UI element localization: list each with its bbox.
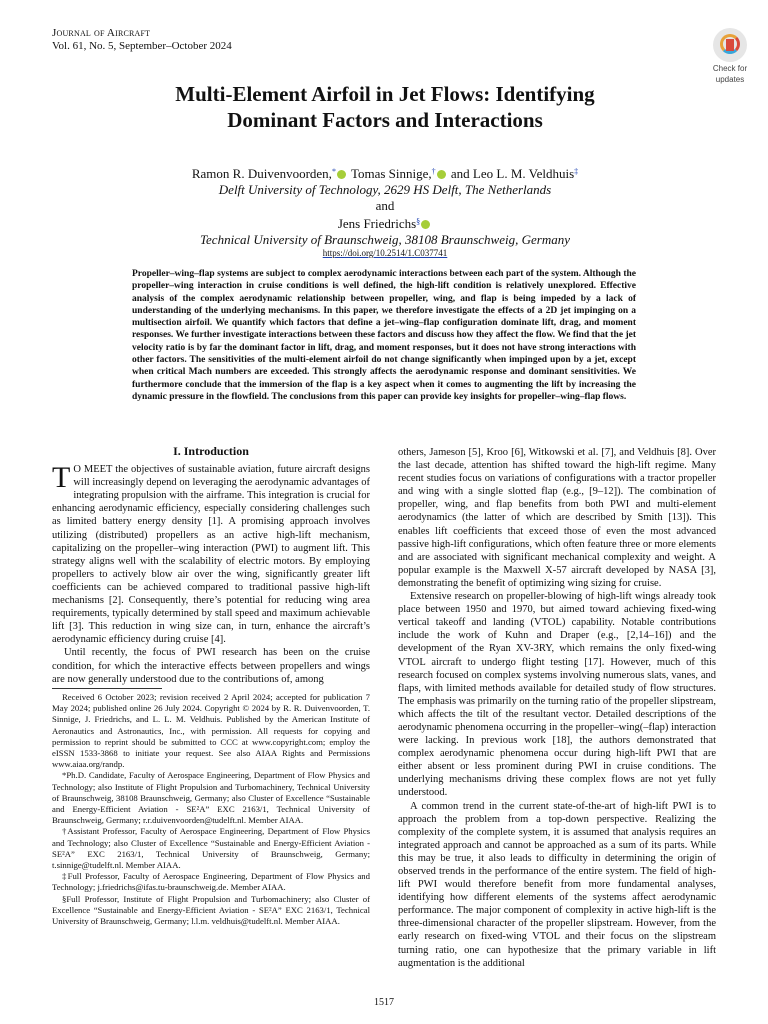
author-mark[interactable]: §	[416, 217, 421, 226]
orcid-icon[interactable]	[337, 170, 346, 179]
doi-link[interactable]: https://doi.org/10.2514/1.C037741	[322, 248, 448, 258]
check-for-updates-badge[interactable]	[706, 28, 754, 84]
body-paragraph: Until recently, the focus of PWI research has been on the cruise condition, for which the interactive effects between propellers and wings are now generally understood due to the contributions of, among	[52, 647, 370, 685]
badge-line2: updates	[715, 75, 745, 84]
footnote: ‡Full Professor, Faculty of Aerospace Engineering, Department of Flow Physics and Technology; j.friedrichs@ifas.tu-braunschweig.de. Member AIAA.	[52, 871, 370, 893]
footnote-rule	[52, 688, 162, 689]
right-column	[398, 446, 716, 970]
journal-header	[52, 27, 232, 53]
paper-title	[60, 81, 710, 133]
journal-volume: Vol. 61, No. 5, September–October 2024	[52, 40, 232, 52]
author-name: and Leo L. M. Veldhuis	[450, 166, 575, 181]
crossmark-icon	[713, 28, 747, 62]
footnote-received: Received 6 October 2023; revision received 2 April 2024; accepted for publication 7 May 2024; published online 26 July 2024. Copyright © 2024 by R. R. Duivenvoorden, T. Sinnige, J. Friedrichs, and L. L. M. Veldhuis. Published by the American Institute of Aeronautics and Astronautics, Inc., with permission. All requests for copying and permission to reprint should be submitted to CCC at www.copyright.com; employ the eISSN 1533-3868 to initiate your request. See also AIAA Rights and Permissions www.aiaa.org/randp.	[52, 692, 370, 770]
author-name: Tomas Sinnige,	[350, 166, 432, 181]
author-mark[interactable]: †	[431, 167, 436, 176]
journal-name: Journal of Aircraft	[52, 27, 151, 39]
and-text: and	[375, 198, 395, 213]
affiliation-braunschweig: Technical University of Braunschweig, 38108 Braunschweig, Germany	[200, 232, 570, 247]
body-paragraph: others, Jameson [5], Kroo [6], Witkowski et al. [7], and Veldhuis [8]. Over the last decade, attention has shifted toward the high-lift regime. Many recent studies focus on variations of configurations with a tractor propeller and wing with a single slotted flap (e.g., [9–12]). The combination of propeller, wing, and flap benefits from both PWI and multi-element aerodynamics (the latter of which are described by Smith [13]). This enables lift coefficients that exceed those of even the most advanced passive high-lift configurations, which often feature three or more elements and are associated with significant mechanical complexity and weight. A popular example is the Maxwell X-57 aircraft developed by NASA [3], demonstrating the benefit of optimizing wing sizing for cruise.	[398, 447, 716, 589]
author-line-1	[40, 164, 730, 182]
title-line1: Multi-Element Airfoil in Jet Flows: Identifying	[175, 82, 595, 106]
abstract: Propeller–wing–flap systems are subject to complex aerodynamic interactions between each part of the system. Although the propeller–wing interaction in cruise conditions is well defined, the high-lift condition is relatively unexplored. Effective analysis of the complex aerodynamic relationship between propeller, wing, and flap is being impeded by a lack of understanding of the underlying mechanisms. In this paper, we therefore investigate the effects of a 2D jet impinging on a multisection airfoil. We quantify which factors that define a jet–wing–flap configuration dominate lift, drag, and moment responses. We further investigate interactions between these factors and discuss how they affect the flow. We find that the jet velocity ratio is by far the dominant factor in lift, drag, and moment responses, but it does not have strong interactions with other factors. The sensitivities of the multi-element airfoil do not change significantly when impinged upon by a jet, except when critical Mach numbers are exceeded. This strongly affects the aerodynamic response and dominant sensitivities. We furthermore conclude that the immersion of the flap is a key aspect when it comes to augmenting the lift by increasing the dynamic pressure in the flowfield. The conclusions from this paper can provide key insights for propeller–wing–flap flows.	[132, 269, 636, 402]
drop-cap: T	[52, 461, 71, 495]
affiliation-delft: Delft University of Technology, 2629 HS Delft, The Netherlands	[218, 182, 552, 197]
author-mark[interactable]: ‡	[574, 167, 579, 176]
footnote: *Ph.D. Candidate, Faculty of Aerospace Engineering, Department of Flow Physics and Technology; also Institute of Flight Propulsion and Turbomachinery, Technical University of Braunschweig, 38108 Braunschweig, Germany; also Cluster of Excellence “Sustainable and Energy-Efficient Aviation - SE²A” EXC 2163/1, Technical University of Braunschweig, Germany; r.r.duivenvoorden@tudelft.nl. Member AIAA.	[52, 770, 370, 826]
body-paragraph: A common trend in the current state-of-the-art of high-lift PWI is to approach the problem from a top-down perspective. Realizing the complexity of the complete system, it is assumed that analysis requires an integrated approach and cannot be approached as a sum of its parts. While this may be true, it also leads to difficulty in determining the origin of observed trends in the performance of the entire system. The field of high-lift PWI would therefore benefit from more fundamental analyses, identifying how different elements of the systems affect aerodynamic performance. The major component of complexity in active high-lift is the three-dimensional character of the propeller slipstream. However, from the early research on fixed-wing VTOL and their focus on the slipstream turning ratio, one can hypothesize that the primary variable in lift augmentation is the additional	[398, 800, 716, 969]
footnotes	[52, 688, 370, 927]
orcid-icon[interactable]	[421, 220, 430, 229]
author-name: Jens Friedrichs	[337, 216, 417, 231]
footnote: §Full Professor, Institute of Flight Propulsion and Turbomachinery; also Cluster of Excellence “Sustainable and Energy-Efficient Aviation - SE²A” EXC 2163/1, Technical University of Braunschweig, Germany; l.l.m. veldhuis@tudelft.nl. Member AIAA.	[52, 893, 370, 927]
author-name: Ramon R. Duivenvoorden,	[191, 166, 332, 181]
badge-line1: Check for	[712, 64, 748, 73]
body-paragraph: Extensive research on propeller-blowing of high-lift wings already took place between 1950 and 1970, but aimed toward achieving fixed-wing vertical takeoff and landing (VTOL) capability. Notable contributions include the work of Kuhn and Draper (e.g., [2,14–16]) and the development of the Ryan XV-3RY, which remains the only fixed-wing VTOL aircraft to undergo flight testing [17]. However, much of this research focused on complex systems involving numerous slats, vanes, and flaps, with limited methods available for detailed study of flow structures. The emphasis was primarily on the turning ratio of the propeller slipstream, which affects the tilt of the resultant vector. Detailed descriptions of the aerodynamic phenomena occurring in the propeller–wing(–flap) interaction were lacking. In previous work [18], the authors demonstrated that complex aerodynamic phenomena occur during high-lift PWI that are either absent or less prominent during PWI in cruise conditions. The underlying mechanisms driving these complex flows are not yet fully understood.	[398, 591, 716, 799]
body-paragraph: T O MEET the objectives of sustainable aviation, future aircraft designs will increasingly depend on leveraging the aerodynamic advantages of integrating propulsion with the airframe. This integration is crucial for enhancing aerodynamic efficiency, especially considering challenges such as limited battery energy density [1]. A promising approach involves utilizing (distributed) propellers as an active high-lift mechanism, capitalizing on the propeller–wing interaction (PWI) to augment lift. This strategy aligns well with the scalability of electric motors. By employing propellers to actively blow air over the wing, significantly greater lift coefficients can be achieved compared to traditional passive high-lift mechanisms [2]. Consequently, there’s potential for reducing wing area requirements, typically determined by stall speed and maximum achievable lift [3]. This reduction in wing size can, in turn, enhance the aircraft’s aerodynamic efficiency during cruise [4].	[52, 461, 370, 646]
author-mark[interactable]: *	[331, 167, 336, 176]
section-heading: I. Introduction	[173, 444, 249, 458]
author-line-2	[40, 214, 730, 232]
page-number: 1517	[374, 997, 394, 1008]
title-line2: Dominant Factors and Interactions	[227, 108, 543, 132]
left-column	[52, 445, 370, 686]
footnote: †Assistant Professor, Faculty of Aerospace Engineering, Department of Flow Physics and Technology; also Cluster of Excellence “Sustainable and Energy-Efficient Aviation - SE²A” EXC 2163/1, Technical University of Braunschweig, Germany; t.sinnige@tudelft.nl. Member AIAA.	[52, 826, 370, 871]
orcid-icon[interactable]	[437, 170, 446, 179]
author-block	[40, 164, 730, 248]
